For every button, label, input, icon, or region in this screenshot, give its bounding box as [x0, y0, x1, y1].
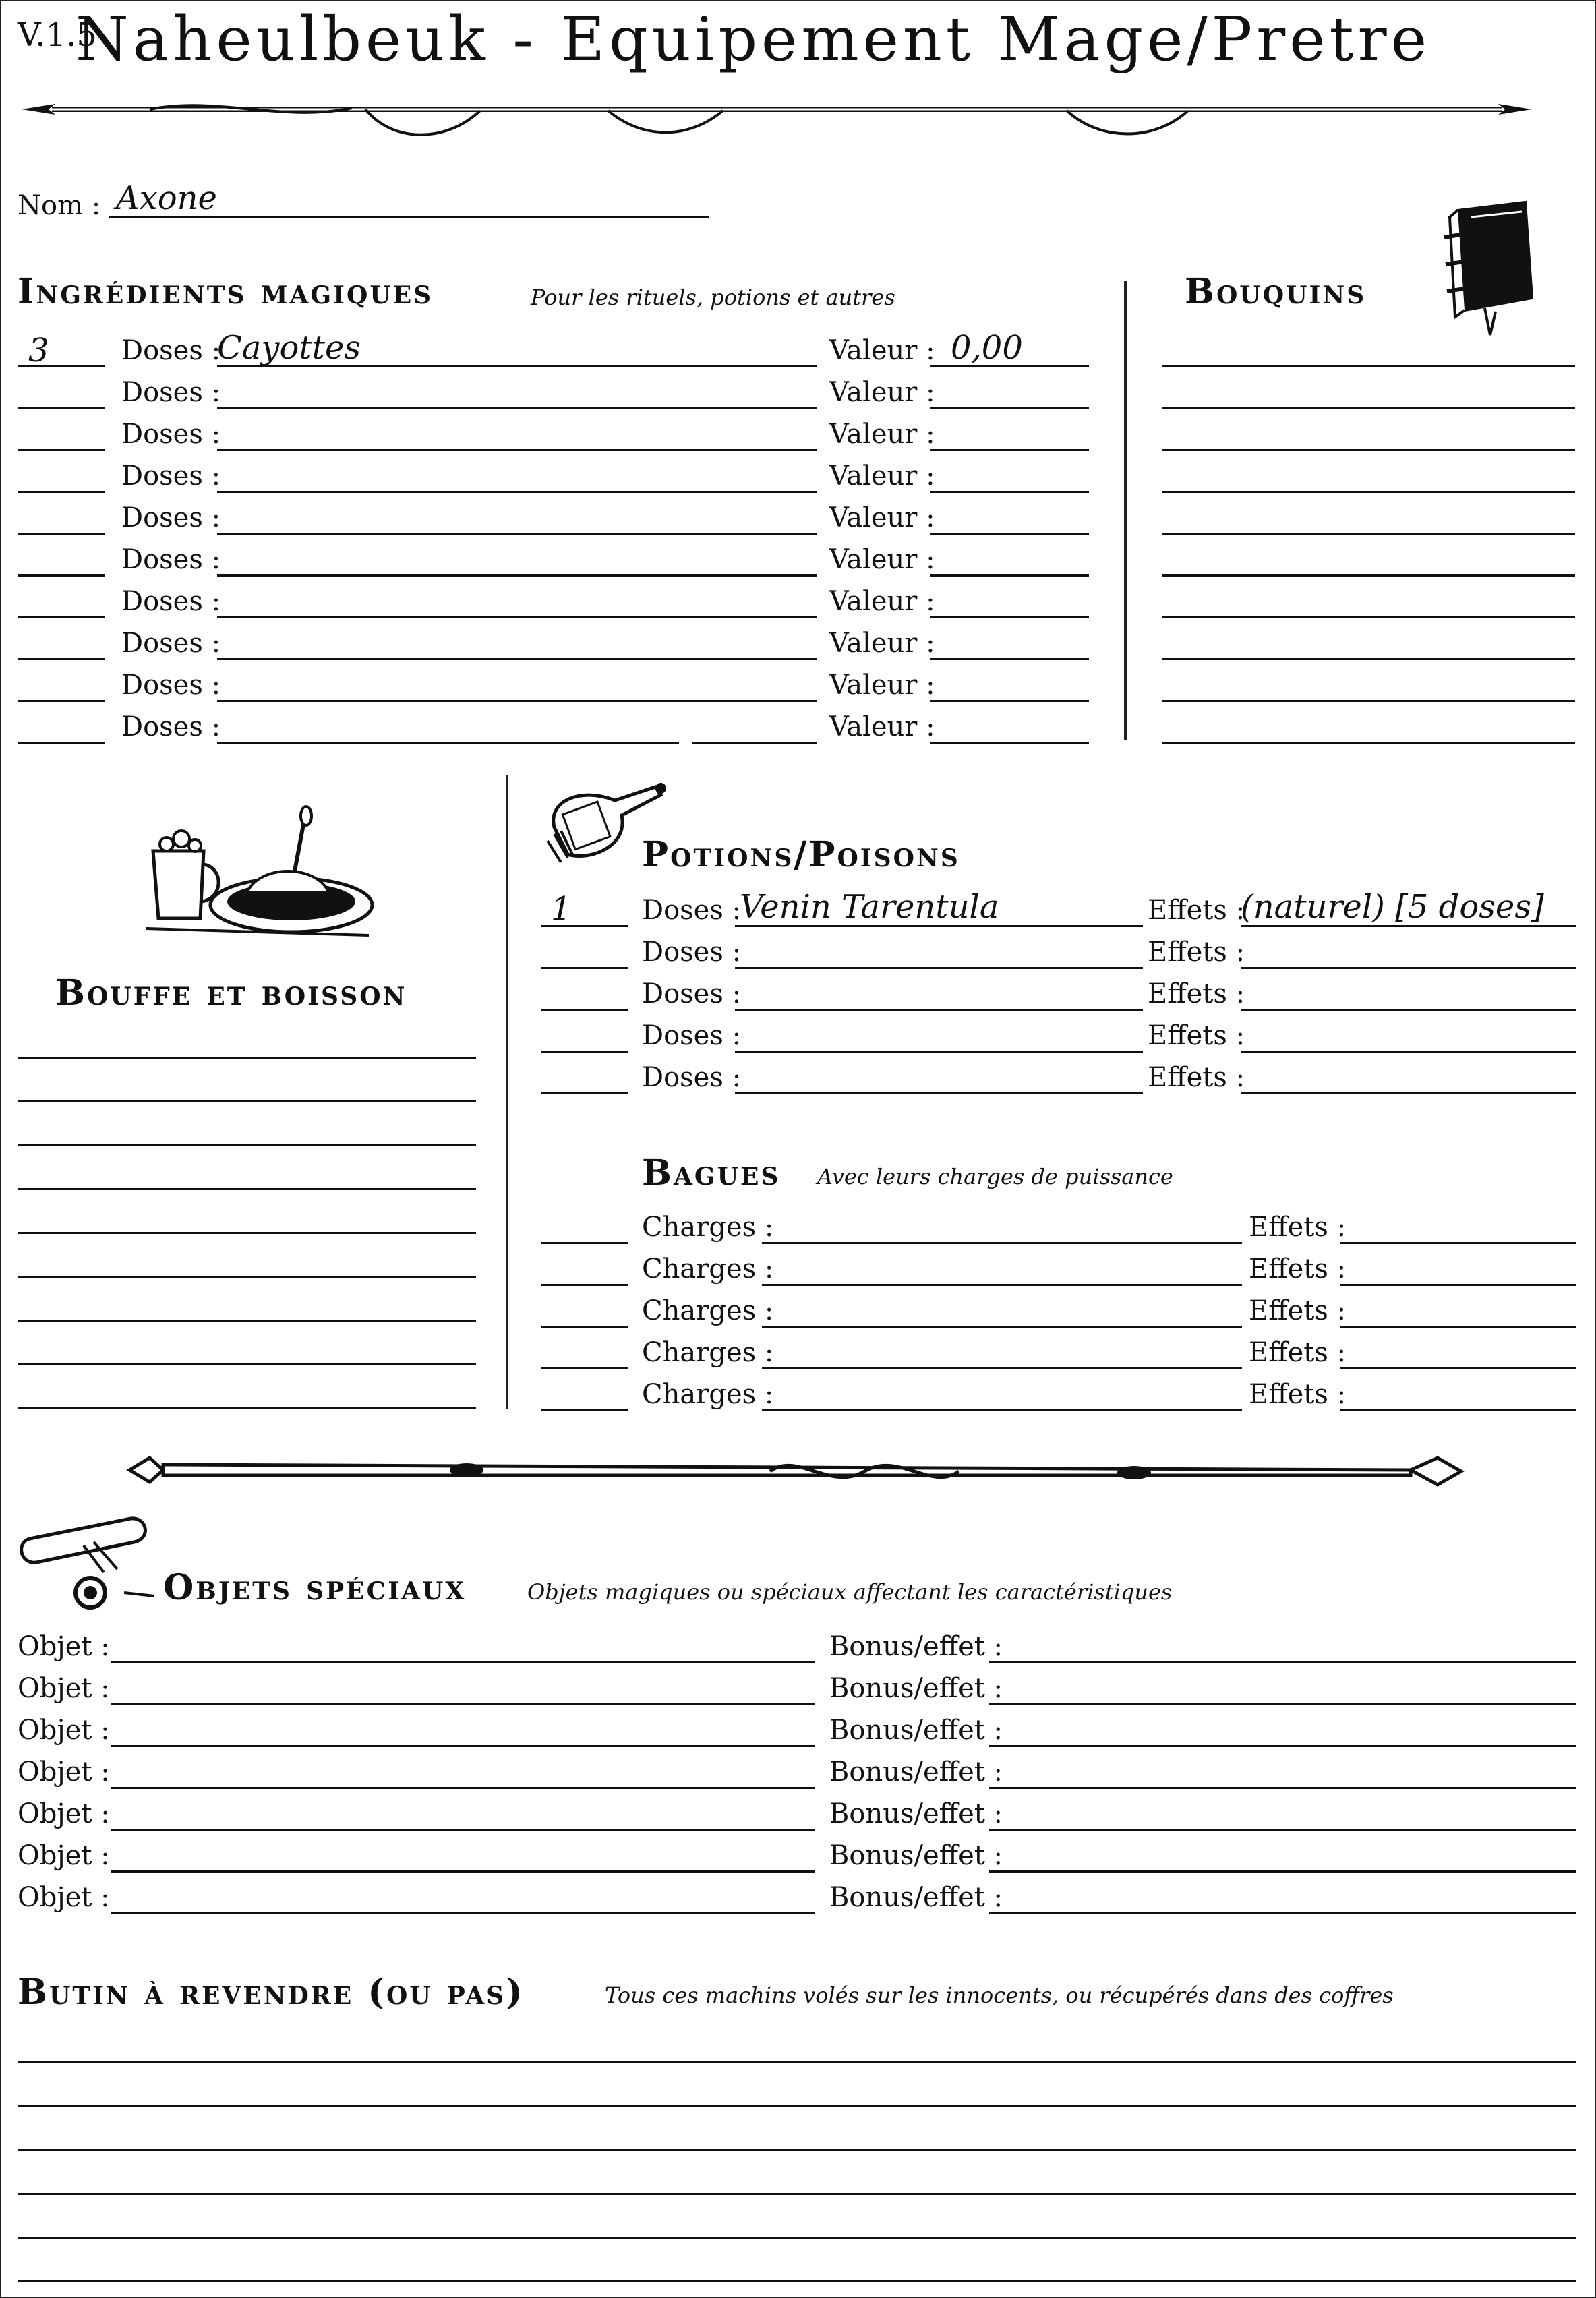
ingredient-name[interactable]: Cayottes: [217, 329, 361, 367]
food-line[interactable]: [18, 1232, 476, 1234]
bonus-line[interactable]: [989, 1829, 1576, 1831]
doses-label: Doses :: [121, 461, 221, 492]
effets-label: Effets :: [1148, 937, 1245, 968]
bague-effect-line[interactable]: [1340, 1367, 1576, 1369]
bague-qty-line[interactable]: [541, 1284, 628, 1286]
bonus-label: Bonus/effet :: [829, 1631, 1003, 1662]
ingredient-qty-line: [18, 700, 105, 702]
ingredient-value-line: [930, 742, 1089, 744]
doses-label: Doses :: [121, 628, 221, 659]
doses-label: Doses :: [642, 1062, 742, 1093]
potion-name-line: [735, 1092, 1143, 1094]
bague-charges-line[interactable]: [762, 1367, 1242, 1369]
ingredients-subtitle: Pour les rituels, potions et autres: [531, 285, 895, 310]
ingredient-name-line: [217, 574, 817, 577]
ingredient-name-line: [217, 658, 817, 660]
ingredient-qty-line: [18, 574, 105, 577]
bouquin-line[interactable]: [1162, 616, 1575, 618]
valeur-label: Valeur :: [829, 670, 935, 701]
bonus-label: Bonus/effet :: [829, 1757, 1003, 1788]
objet-line[interactable]: [111, 1661, 815, 1663]
bague-charges-line[interactable]: [762, 1284, 1242, 1286]
objet-line[interactable]: [111, 1703, 815, 1705]
bouquin-line[interactable]: [1162, 407, 1575, 409]
bonus-label: Bonus/effet :: [829, 1715, 1003, 1746]
potion-name[interactable]: Venin Tarentula: [740, 888, 999, 926]
objet-label: Objet :: [18, 1715, 110, 1746]
food-line[interactable]: [18, 1407, 476, 1409]
food-line[interactable]: [18, 1363, 476, 1365]
butin-line[interactable]: [18, 2193, 1576, 2195]
potion-effect-line: [1241, 967, 1576, 969]
bague-qty-line[interactable]: [541, 1409, 628, 1411]
ingredient-name-line: [217, 742, 679, 744]
objet-label: Objet :: [18, 1631, 110, 1662]
bonus-line[interactable]: [989, 1745, 1576, 1747]
ingredient-qty-line: [18, 533, 105, 535]
objets-title: Objets spéciaux: [163, 1567, 467, 1608]
column-divider-2: [506, 775, 508, 1409]
charges-label: Charges :: [642, 1379, 774, 1410]
objet-label: Objet :: [18, 1757, 110, 1788]
food-line[interactable]: [18, 1100, 476, 1102]
ingredient-name-line-2: [692, 742, 817, 744]
ingredient-qty[interactable]: 3: [28, 332, 49, 370]
valeur-label: Valeur :: [829, 711, 935, 742]
ingredient-name-line: [217, 533, 817, 535]
butin-title: Butin à revendre (ou pas): [18, 1972, 525, 2013]
column-divider: [1124, 281, 1127, 740]
scroll-ring-icon: [16, 1512, 158, 1623]
bague-charges-line[interactable]: [762, 1409, 1242, 1411]
valeur-label: Valeur :: [829, 586, 935, 617]
effets-label: Effets :: [1148, 978, 1245, 1009]
butin-line[interactable]: [18, 2149, 1576, 2151]
bague-qty-line[interactable]: [541, 1242, 628, 1244]
name-value[interactable]: Axone: [116, 179, 217, 217]
ingredient-value-line: [930, 574, 1089, 577]
potion-name-line: [735, 1009, 1143, 1011]
ingredient-qty-line: [18, 491, 105, 493]
effets-label: Effets :: [1249, 1212, 1347, 1243]
potions-title: Potions/Poisons: [642, 834, 960, 875]
butin-subtitle: Tous ces machins volés sur les innocents, ou récupérés dans des coffres: [605, 1982, 1394, 2008]
bouquin-line[interactable]: [1162, 742, 1575, 744]
potion-effect[interactable]: (naturel) [5 doses]: [1241, 888, 1544, 926]
bague-effect-line[interactable]: [1340, 1409, 1576, 1411]
bonus-line[interactable]: [989, 1787, 1576, 1789]
potion-qty[interactable]: 1: [551, 890, 572, 928]
version-label: V.1.5: [18, 16, 97, 54]
doses-label: Doses :: [121, 586, 221, 617]
spear-divider-icon: [15, 89, 1539, 143]
ingredient-value-line: [930, 533, 1089, 535]
bague-charges-line[interactable]: [762, 1326, 1242, 1328]
doses-label: Doses :: [121, 335, 221, 366]
ingredient-name-line: [217, 616, 817, 618]
bonus-label: Bonus/effet :: [829, 1840, 1003, 1871]
objet-line[interactable]: [111, 1745, 815, 1747]
effets-label: Effets :: [1148, 895, 1245, 926]
valeur-label: Valeur :: [829, 628, 935, 659]
objet-label: Objet :: [18, 1840, 110, 1871]
doses-label: Doses :: [121, 670, 221, 701]
bouquin-line[interactable]: [1162, 449, 1575, 451]
butin-line[interactable]: [18, 2280, 1576, 2282]
objet-label: Objet :: [18, 1798, 110, 1829]
potion-effect-line: [1241, 1092, 1576, 1094]
doses-label: Doses :: [121, 419, 221, 450]
bague-qty-line[interactable]: [541, 1367, 628, 1369]
objet-line[interactable]: [111, 1912, 815, 1914]
bouquin-line[interactable]: [1162, 574, 1575, 577]
potion-name-line: [735, 1051, 1143, 1053]
bonus-line[interactable]: [989, 1703, 1576, 1705]
bonus-line[interactable]: [989, 1661, 1576, 1663]
valeur-label: Valeur :: [829, 461, 935, 492]
valeur-label: Valeur :: [829, 377, 935, 408]
bague-qty-line[interactable]: [541, 1326, 628, 1328]
page-title: Naheulbeuk - Equipement Mage/Pretre: [76, 4, 1431, 75]
ingredient-value-line: [930, 616, 1089, 618]
bouquin-line[interactable]: [1162, 491, 1575, 493]
ingredient-qty-line: [18, 742, 105, 744]
bagues-subtitle: Avec leurs charges de puissance: [817, 1164, 1173, 1189]
bonus-label: Bonus/effet :: [829, 1798, 1003, 1829]
potion-qty-line: [541, 1092, 628, 1094]
effets-label: Effets :: [1249, 1379, 1347, 1410]
bouquin-line[interactable]: [1162, 658, 1575, 660]
ingredients-title: Ingrédients magiques: [18, 271, 434, 312]
staff-divider-icon: [123, 1444, 1465, 1498]
objet-label: Objet :: [18, 1673, 110, 1704]
ingredient-qty-line: [18, 616, 105, 618]
name-line: [109, 216, 709, 218]
doses-label: Doses :: [121, 502, 221, 533]
valeur-label: Valeur :: [829, 419, 935, 450]
valeur-label: Valeur :: [829, 544, 935, 575]
food-line[interactable]: [18, 1188, 476, 1190]
food-line[interactable]: [18, 1276, 476, 1278]
effets-label: Effets :: [1148, 1062, 1245, 1093]
food-line[interactable]: [18, 1057, 476, 1059]
bouquin-line[interactable]: [1162, 365, 1575, 367]
potion-effect-line: [1241, 1009, 1576, 1011]
ingredient-value-line: [930, 449, 1089, 451]
bague-effect-line[interactable]: [1340, 1284, 1576, 1286]
bonus-line[interactable]: [989, 1870, 1576, 1873]
effets-label: Effets :: [1249, 1295, 1347, 1326]
doses-label: Doses :: [121, 711, 221, 742]
ingredient-value-line: [930, 700, 1089, 702]
objets-subtitle: Objets magiques ou spéciaux affectant les caractéristiques: [527, 1579, 1173, 1605]
bouquin-line[interactable]: [1162, 533, 1575, 535]
bouquins-title: Bouquins: [1185, 271, 1367, 312]
potion-name-line: [735, 967, 1143, 969]
food-icon: [140, 804, 376, 945]
potion-effect-line: [1241, 1051, 1576, 1053]
effets-label: Effets :: [1249, 1337, 1347, 1368]
charges-label: Charges :: [642, 1337, 774, 1368]
ingredient-qty-line: [18, 449, 105, 451]
bouquin-line[interactable]: [1162, 700, 1575, 702]
book-icon: [1438, 197, 1539, 338]
objet-line[interactable]: [111, 1829, 815, 1831]
food-title: Bouffe et boisson: [55, 972, 407, 1013]
ingredient-qty-line: [18, 407, 105, 409]
effets-label: Effets :: [1249, 1254, 1347, 1285]
butin-line[interactable]: [18, 2237, 1576, 2239]
food-line[interactable]: [18, 1144, 476, 1146]
bonus-label: Bonus/effet :: [829, 1673, 1003, 1704]
objet-line[interactable]: [111, 1870, 815, 1873]
doses-label: Doses :: [642, 895, 742, 926]
ingredient-name-line: [217, 491, 817, 493]
ingredient-name-line: [217, 449, 817, 451]
charges-label: Charges :: [642, 1254, 774, 1285]
bonus-label: Bonus/effet :: [829, 1882, 1003, 1913]
food-line[interactable]: [18, 1320, 476, 1322]
potion-qty-line: [541, 1009, 628, 1011]
ingredient-name-line: [217, 407, 817, 409]
effets-label: Effets :: [1148, 1020, 1245, 1051]
bonus-line[interactable]: [989, 1912, 1576, 1914]
doses-label: Doses :: [121, 544, 221, 575]
name-label: Nom :: [18, 190, 101, 221]
doses-label: Doses :: [121, 377, 221, 408]
valeur-label: Valeur :: [829, 502, 935, 533]
ingredient-qty-line: [18, 658, 105, 660]
doses-label: Doses :: [642, 937, 742, 968]
objet-line[interactable]: [111, 1787, 815, 1789]
doses-label: Doses :: [642, 1020, 742, 1051]
charges-label: Charges :: [642, 1212, 774, 1243]
potion-qty-line: [541, 967, 628, 969]
objet-label: Objet :: [18, 1882, 110, 1913]
ingredient-value-line: [930, 491, 1089, 493]
potion-qty-line: [541, 1051, 628, 1053]
charges-label: Charges :: [642, 1295, 774, 1326]
butin-line[interactable]: [18, 2105, 1576, 2107]
bagues-title: Bagues: [642, 1152, 781, 1194]
bague-effect-line[interactable]: [1340, 1326, 1576, 1328]
valeur-label: Valeur :: [829, 335, 935, 366]
doses-label: Doses :: [642, 978, 742, 1009]
ingredient-value-line: [930, 658, 1089, 660]
bague-charges-line[interactable]: [762, 1242, 1242, 1244]
butin-line[interactable]: [18, 2061, 1576, 2063]
ingredient-value[interactable]: 0,00: [951, 329, 1023, 367]
bague-effect-line[interactable]: [1340, 1242, 1576, 1244]
ingredient-value-line: [930, 407, 1089, 409]
ingredient-name-line: [217, 700, 817, 702]
